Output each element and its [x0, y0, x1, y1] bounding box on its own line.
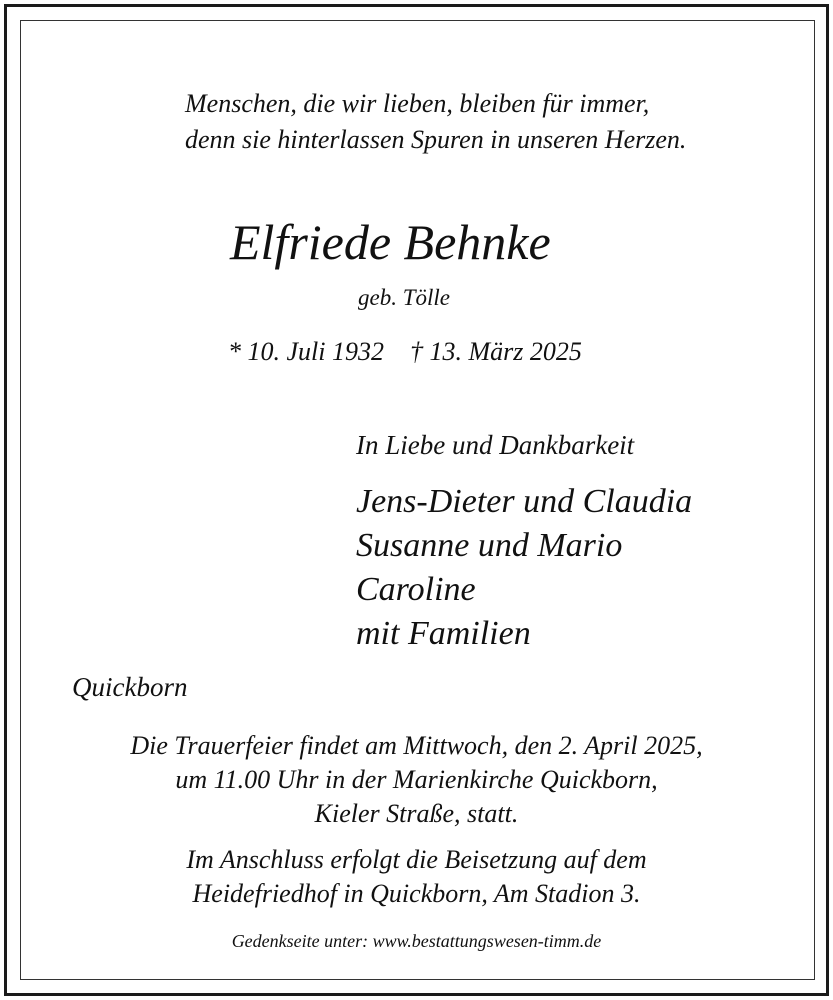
mourner-name: Jens-Dieter und Claudia	[356, 483, 693, 520]
burial-line-1: Im Anschluss erfolgt die Beisetzung auf dem	[186, 845, 647, 874]
quote-line-1: Menschen, die wir lieben, bleiben für immer,	[185, 89, 650, 118]
life-dates	[228, 334, 582, 370]
place-name: Quickborn	[72, 672, 188, 702]
mourner-name: Caroline	[356, 571, 476, 608]
mourners-intro: In Liebe und Dankbarkeit	[356, 430, 635, 460]
service-line-3: Kieler Straße, statt.	[314, 799, 519, 828]
burial-line-2: Heidefriedhof in Quickborn, Am Stadion 3.	[192, 879, 641, 908]
deceased-name: Elfriede Behnke	[230, 214, 551, 270]
service-line-2: um 11.00 Uhr in der Marienkirche Quickborn,	[175, 765, 658, 794]
memorial-page-link[interactable]: Gedenkseite unter: www.bestattungswesen-timm.de	[231, 931, 602, 951]
birth-date: * 10. Juli 1932	[228, 337, 384, 366]
death-date: † 13. März 2025	[410, 337, 582, 366]
quote-line-2: denn sie hinterlassen Spuren in unseren Herzen.	[185, 125, 687, 154]
service-line-1: Die Trauerfeier findet am Mittwoch, den 2. April 2025,	[130, 731, 703, 760]
maiden-name: geb. Tölle	[358, 285, 450, 310]
mourner-family-note: mit Familien	[356, 615, 531, 652]
mourner-name: Susanne und Mario	[356, 527, 623, 564]
